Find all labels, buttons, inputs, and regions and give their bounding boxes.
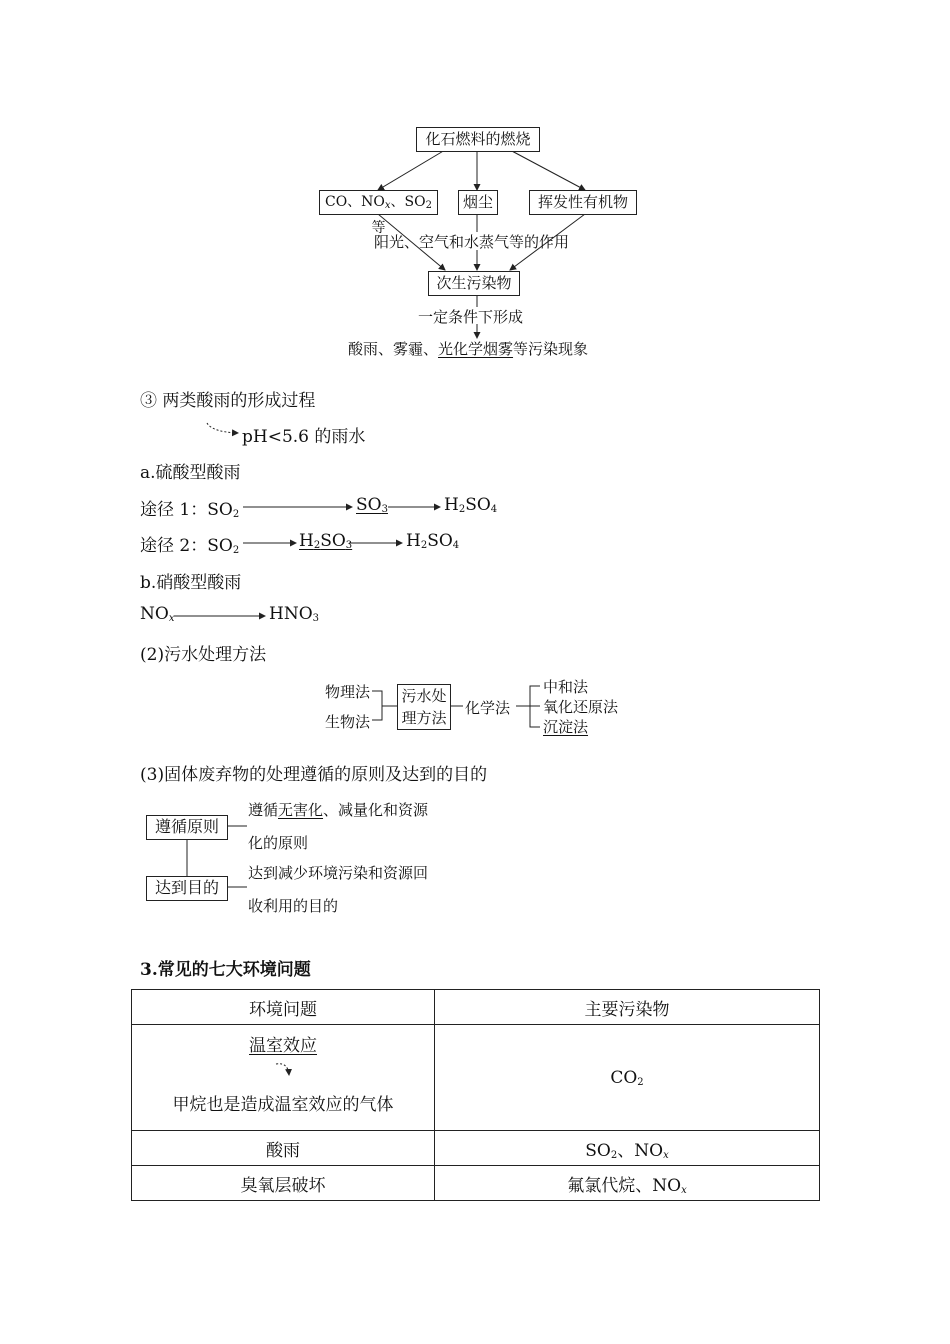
condition-sunlight: 阳光、空气和水蒸气等的作用 <box>374 233 570 251</box>
principle-pre: 遵循 <box>248 801 279 819</box>
table-row <box>132 1166 820 1201</box>
path-2-h2so4: $H_2SO_4$ <box>406 531 460 551</box>
sulfuric-type: a.硫酸型酸雨 <box>140 463 241 483</box>
result-underlined: 光化学烟雾 <box>438 340 514 358</box>
principle-post: 、减量化和资源 <box>323 801 429 819</box>
greenhouse-issue: 温室效应 <box>249 1036 317 1056</box>
precipitation-method: 沉淀法 <box>543 718 589 736</box>
result-pre: 酸雨、雾霾、 <box>348 340 439 358</box>
dust-box: 烟尘 <box>458 190 498 215</box>
path-2-h2so3: $H_2SO_3$ <box>299 531 353 551</box>
path-1-label: 途径 1： <box>140 500 208 520</box>
goal-line-1: 达到减少环境污染和资源回 <box>248 864 429 882</box>
header-issue: 环境问题 <box>132 990 435 1025</box>
acid-rain-issue: 酸雨 <box>132 1131 435 1166</box>
sewage-center-label: 污水处理方法 <box>401 687 447 727</box>
physical-method: 物理法 <box>325 683 371 701</box>
ozone-pollutant: 氟氯代烷、$NO_x$ <box>435 1166 820 1201</box>
biological-method: 生物法 <box>325 713 371 731</box>
environment-table <box>131 989 820 1201</box>
condition-form: 一定条件下形成 <box>418 308 524 326</box>
solid-waste-heading: (3)固体废弃物的处理遵循的原则及达到的目的 <box>140 765 488 785</box>
principle-line-1 <box>248 799 428 820</box>
fossil-fuel-box: 化石燃料的燃烧 <box>416 127 540 152</box>
table-header-row <box>132 990 820 1025</box>
table-row <box>132 1131 820 1166</box>
path-2-label: 途径 2： <box>140 536 208 556</box>
path-1-so3: $SO_3$ <box>356 495 388 515</box>
nox-formula: $NO_x$ <box>140 604 175 624</box>
principle-line-2: 化的原则 <box>248 834 309 852</box>
greenhouse-pollutant: $CO_2$ <box>435 1025 820 1131</box>
ph-label: pH<5.6 的雨水 <box>242 427 366 447</box>
sewage-heading: (2)污水处理方法 <box>140 645 267 665</box>
path-1: 途径 1：$SO_2$ <box>140 500 240 520</box>
nitric-type: b.硝酸型酸雨 <box>140 573 242 593</box>
pollution-result <box>348 338 588 359</box>
seven-problems-heading: 3.常见的七大环境问题 <box>140 960 311 980</box>
table-row <box>132 1025 820 1131</box>
principle-underlined: 无害化 <box>278 801 324 819</box>
header-pollutant: 主要污染物 <box>435 990 820 1025</box>
principle-box: 遵循原则 <box>146 815 228 840</box>
goal-box: 达到目的 <box>146 876 228 901</box>
secondary-pollutant-box: 次生污染物 <box>428 271 520 296</box>
acid-rain-pollutant: $SO_2$、$NO_x$ <box>435 1131 820 1166</box>
path-1-h2so4: $H_2SO_4$ <box>444 495 498 515</box>
greenhouse-cell <box>132 1025 435 1131</box>
voc-box: 挥发性有机物 <box>529 190 637 215</box>
path-2: 途径 2：$SO_2$ <box>140 536 240 556</box>
acid-rain-heading: ③ 两类酸雨的形成过程 <box>140 391 316 411</box>
result-post: 等污染现象 <box>513 340 589 358</box>
source-gases-box: CO、$NO_x$、$SO_2$等 <box>319 190 438 215</box>
methane-note: 甲烷也是造成温室效应的气体 <box>172 1095 394 1115</box>
neutralization-method: 中和法 <box>543 678 589 696</box>
chemical-method: 化学法 <box>465 699 511 717</box>
ozone-issue: 臭氧层破坏 <box>132 1166 435 1201</box>
goal-line-2: 收利用的目的 <box>248 897 339 915</box>
redox-method: 氧化还原法 <box>543 698 619 716</box>
hno3-formula: $HNO_3$ <box>269 604 320 624</box>
sewage-center-box <box>397 684 451 730</box>
